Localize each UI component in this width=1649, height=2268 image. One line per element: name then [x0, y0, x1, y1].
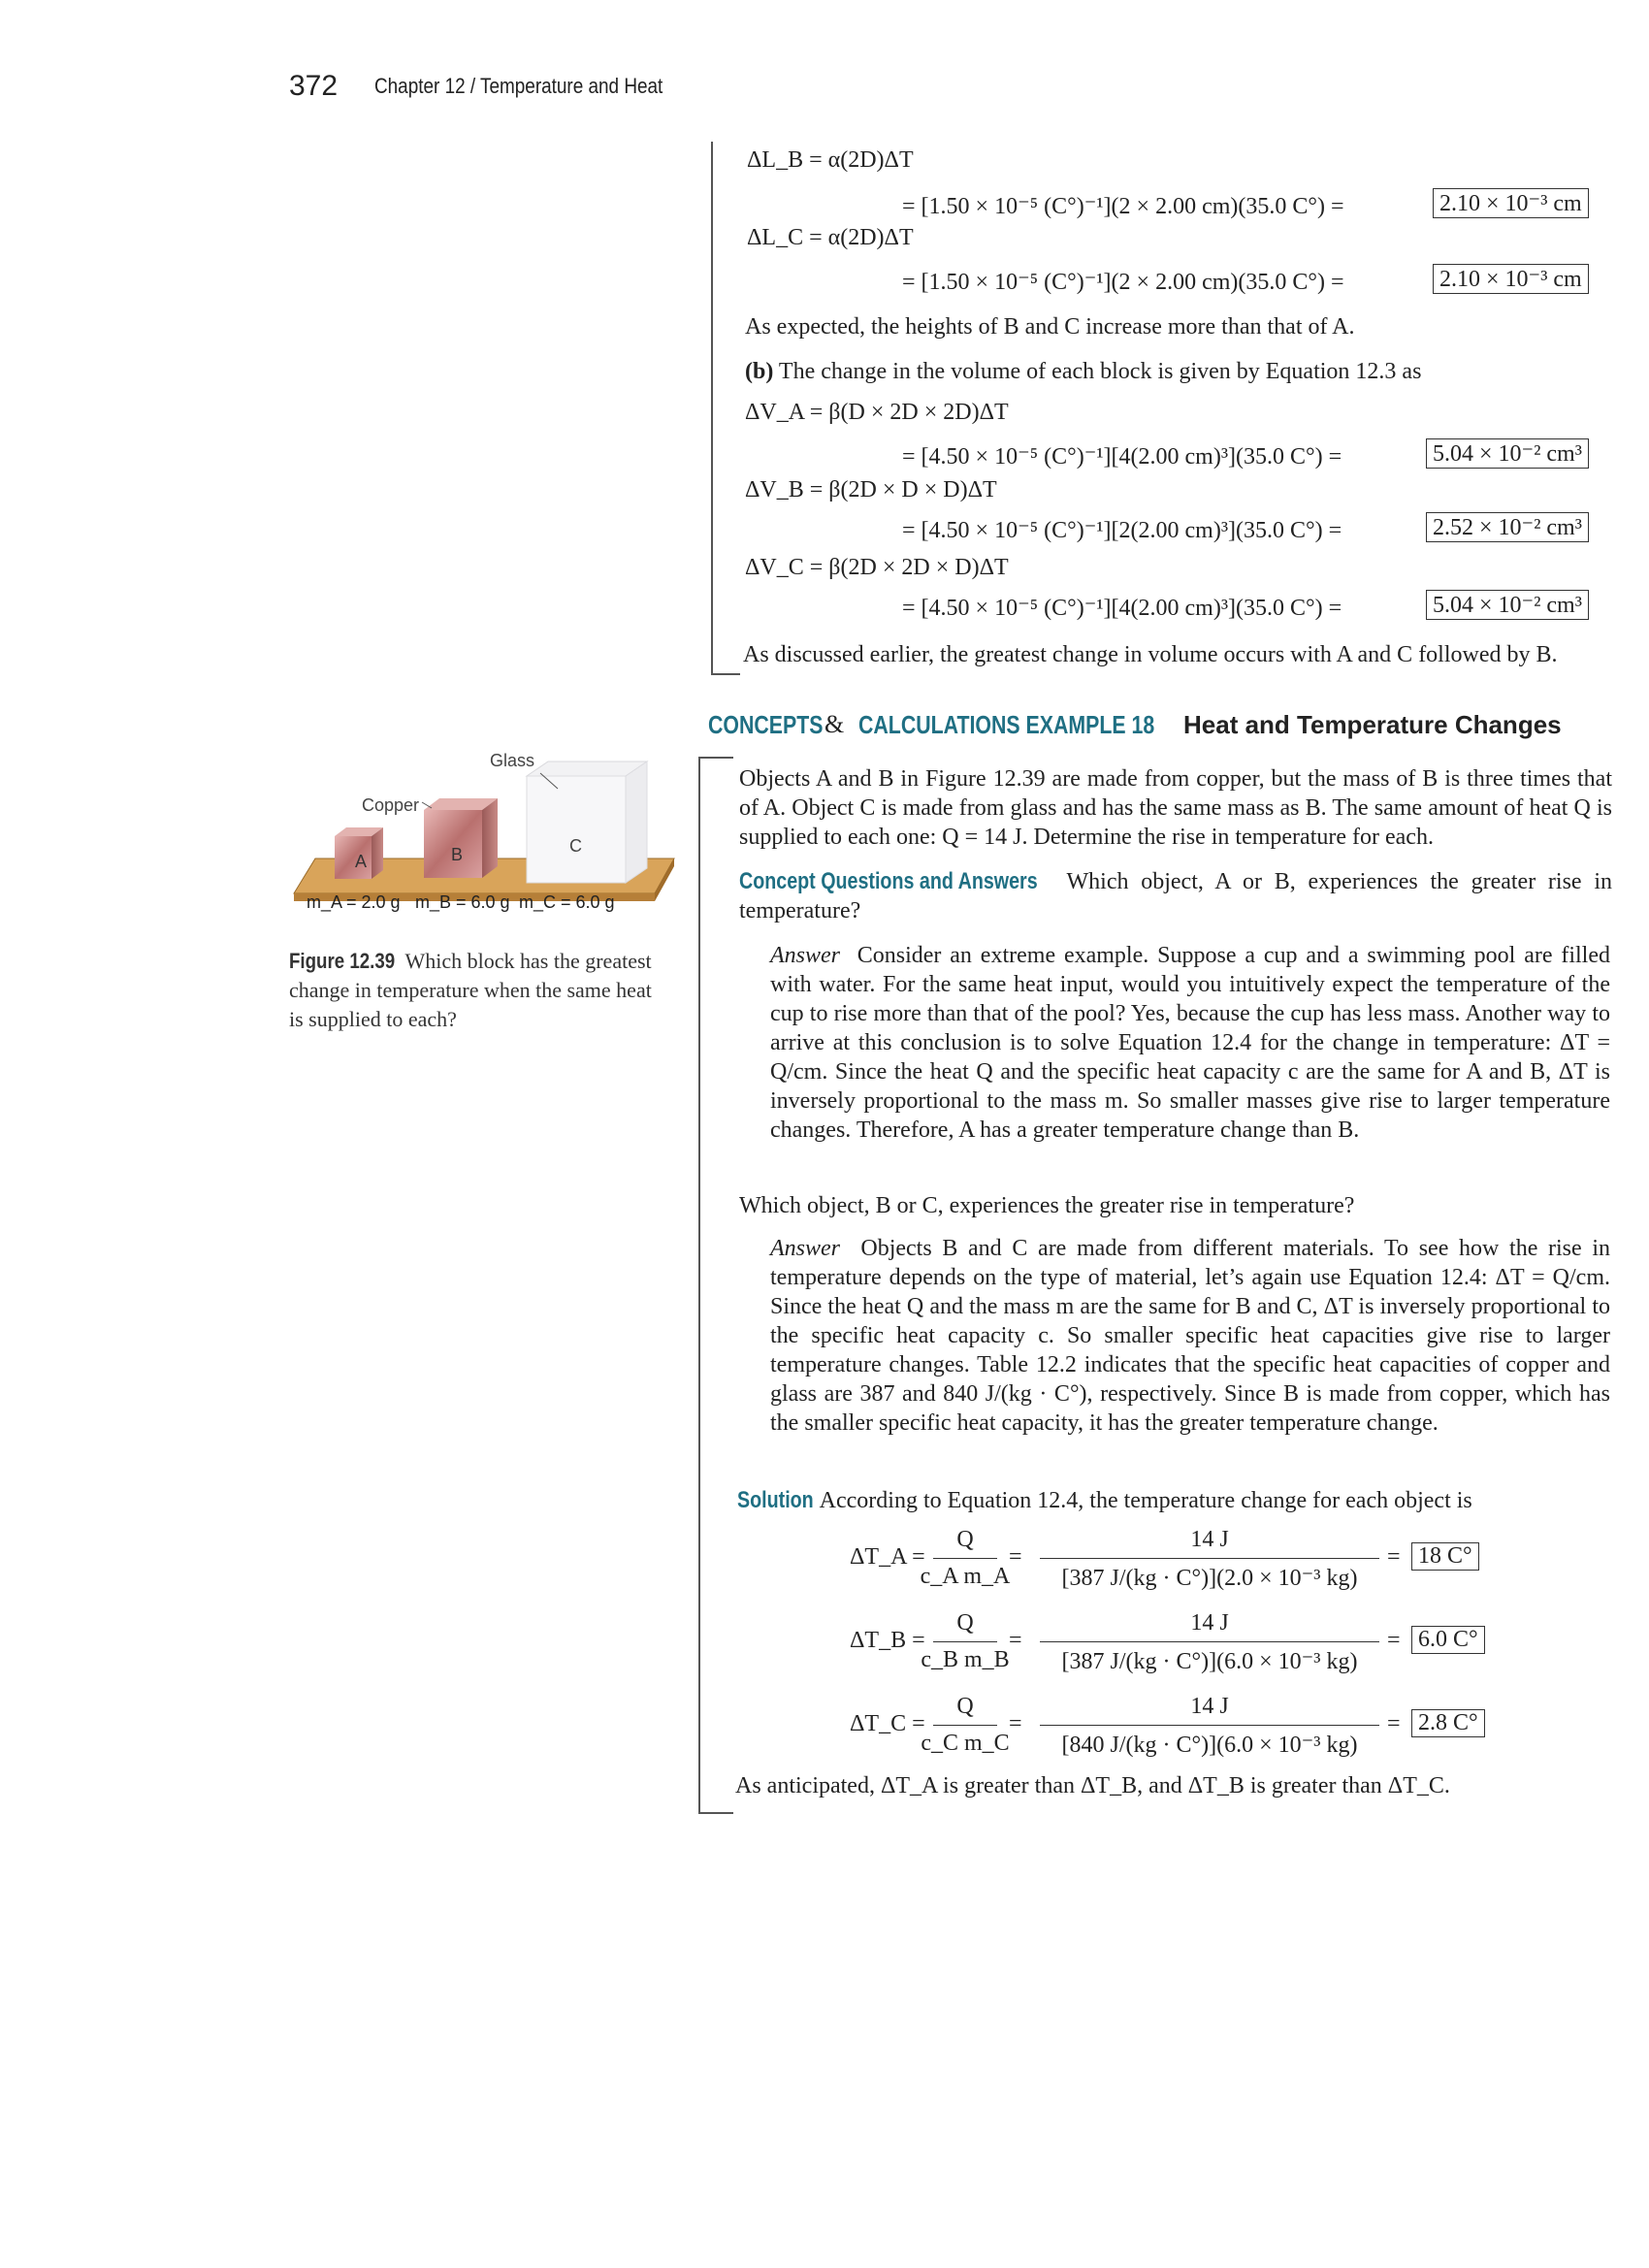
calc-example-label: CALCULATIONS EXAMPLE 18: [858, 710, 1155, 739]
eqC-den1: c_C m_C: [921, 1731, 1010, 1756]
eqB-bar1: [933, 1641, 997, 1642]
part-b-text: The change in the volume of each block is given by Equation 12.3 as: [778, 359, 1422, 384]
solution-line: [737, 1486, 1610, 1515]
eqA-bar1: [933, 1558, 997, 1559]
eqA-den2: [387 J/(kg · C°)](2.0 × 10⁻³ kg): [1061, 1566, 1358, 1591]
glass-label: Glass: [490, 751, 535, 770]
eq-dLB-head: ΔL_B = α(2D)ΔT: [747, 147, 914, 173]
eqA-num2: 14 J: [1190, 1527, 1229, 1552]
example-bar: [698, 757, 700, 1814]
copper-leader: [422, 802, 432, 808]
eqA-num1: Q: [956, 1527, 974, 1552]
mass-c-label: m_C = 6.0 g: [519, 892, 615, 912]
eq-dLB-calc: = [1.50 × 10⁻⁵ (C°)⁻¹](2 × 2.00 cm)(35.0 C°) =: [902, 194, 1344, 219]
answer-2-text: Objects B and C are made from different materials. To see how the rise in temperature depends on the type of material, let’s again use Equation 12.4: ΔT = Q/cm. Since the heat Q and the mass m are the same for B and C, ΔT is inversely proportional to the specific heat capacity c. So smaller specific heat capacities give rise to larger temperature changes. Table 12.2 indicates that the specific heat capacities of copper and glass are 387 and 840 J/(kg · C°), respectively. Since B is made from copper, which has the smaller specific heat capacity, it has the greater temperature change.: [770, 1236, 1611, 1436]
eqB-eq2: =: [1387, 1628, 1401, 1653]
example-title: Heat and Temperature Changes: [1183, 710, 1562, 739]
mass-b-label: m_B = 6.0 g: [415, 892, 510, 912]
eq-dLC-head: ΔL_C = α(2D)ΔT: [747, 225, 914, 250]
example-intro: Objects A and B in Figure 12.39 are made from copper, but the mass of B is three times that of A. Object C is made from glass and has the same mass as B. The same amount of heat Q is supplied to each one: Q = 14 J. Determine the rise in temperature for each.: [739, 766, 1612, 850]
example-bracket-foot: [698, 1812, 733, 1814]
top-block-bar-foot: [711, 673, 740, 675]
eq-dLB-result: 2.10 × 10⁻³ cm: [1433, 188, 1589, 218]
eq-dVC-result: 5.04 × 10⁻² cm³: [1426, 590, 1589, 620]
concept-q1: [739, 867, 1612, 925]
ampersand: &: [824, 710, 845, 738]
discussed-text: As discussed earlier, the greatest change in volume occurs with A and C followed by B.: [743, 642, 1558, 667]
glass-front: [527, 776, 626, 883]
eqB-den2: [387 J/(kg · C°)](6.0 × 10⁻³ kg): [1061, 1649, 1358, 1674]
glass-side: [626, 761, 647, 883]
eq-dVB-calc: = [4.50 × 10⁻⁵ (C°)⁻¹][2(2.00 cm)³](35.0 C°) =: [902, 518, 1342, 543]
eqA-bar2: [1040, 1558, 1379, 1559]
answer-2: [770, 1234, 1610, 1438]
block-c-label: C: [569, 836, 582, 856]
eq-dLC-result: 2.10 × 10⁻³ cm: [1433, 264, 1589, 294]
eqB-bar2: [1040, 1641, 1379, 1642]
eqC-result: 2.8 C°: [1411, 1709, 1485, 1737]
concepts-label: CONCEPTS: [708, 710, 824, 739]
figure-caption-text: Which block has the greatest change in temperature when the same heat is supplied to each?: [289, 949, 652, 1031]
eq-dVB-result: 2.52 × 10⁻² cm³: [1426, 512, 1589, 542]
eqB-result: 6.0 C°: [1411, 1626, 1485, 1654]
example-bracket-top: [698, 757, 733, 759]
eq-dVB-head: ΔV_B = β(2D × D × D)ΔT: [745, 477, 997, 502]
chapter-title: Chapter 12 / Temperature and Heat: [374, 74, 663, 98]
eqC-num2: 14 J: [1190, 1694, 1229, 1719]
copper-b-front: [424, 810, 482, 878]
block-b-label: B: [451, 845, 464, 864]
eq-dVA-head: ΔV_A = β(D × 2D × 2D)ΔT: [745, 400, 1009, 425]
eq-dLC-calc: = [1.50 × 10⁻⁵ (C°)⁻¹](2 × 2.00 cm)(35.0 C°) =: [902, 270, 1344, 295]
eqA-eq2: =: [1387, 1544, 1401, 1570]
eq-dVC-head: ΔV_C = β(2D × 2D × D)ΔT: [745, 555, 1009, 580]
eqA-lhs: ΔT_A =: [850, 1544, 925, 1570]
answer-1-text: Consider an extreme example. Suppose a cup and a swimming pool are filled with water. For the same heat input, would you intuitively expect the temperature of the cup to rise more than that of the pool? Yes, because the cup has less mass. Another way to arrive at this conclusion is to solve Equation 12.4 for the change in temperature: ΔT = Q/cm. Since the heat Q and the specific heat capacity c are the same for A and B, ΔT is inversely proportional to the mass m. So smaller masses give rise to larger temperature changes. Therefore, A has a greater temperature change than B.: [770, 943, 1611, 1143]
eqC-bar2: [1040, 1725, 1379, 1726]
eqC-lhs: ΔT_C =: [850, 1711, 925, 1736]
eqB-eq1: =: [1009, 1628, 1022, 1653]
answer-1: [770, 941, 1610, 1145]
figure-caption-label: Figure 12.39: [289, 949, 396, 973]
solution-text: According to Equation 12.4, the temperature change for each object is: [819, 1488, 1472, 1513]
solution-label: Solution: [737, 1487, 814, 1513]
cq-label: Concept Questions and Answers: [739, 868, 1038, 894]
eqC-den2: [840 J/(kg · C°)](6.0 × 10⁻³ kg): [1061, 1733, 1358, 1758]
block-a-label: A: [355, 852, 368, 871]
eqA-eq1: =: [1009, 1544, 1022, 1570]
part-b-line: [745, 357, 1421, 386]
copper-label: Copper: [362, 795, 420, 815]
mass-a-label: m_A = 2.0 g: [307, 892, 401, 912]
eqB-lhs: ΔT_B =: [850, 1628, 925, 1653]
top-block-bar: [711, 142, 713, 673]
eqB-num2: 14 J: [1190, 1610, 1229, 1636]
q1-text: Which object, A or B, experiences the greater rise in temperature?: [739, 869, 1612, 923]
eq-dVA-calc: = [4.50 × 10⁻⁵ (C°)⁻¹][4(2.00 cm)³](35.0 C°) =: [902, 444, 1342, 470]
eqC-eq2: =: [1387, 1711, 1401, 1736]
eqC-eq1: =: [1009, 1711, 1022, 1736]
eqB-den1: c_B m_B: [921, 1647, 1010, 1672]
eq-dVC-calc: = [4.50 × 10⁻⁵ (C°)⁻¹][4(2.00 cm)³](35.0 C°) =: [902, 596, 1342, 621]
eq-dVA-result: 5.04 × 10⁻² cm³: [1426, 438, 1589, 469]
page-number: 372: [289, 70, 339, 102]
part-b-label: (b): [745, 359, 774, 384]
concept-q2: Which object, B or C, experiences the greater rise in temperature?: [739, 1193, 1355, 1218]
eqC-bar1: [933, 1725, 997, 1726]
copper-a-side: [372, 827, 383, 879]
eqA-den1: c_A m_A: [920, 1564, 1011, 1589]
copper-b-side: [482, 798, 498, 878]
eqB-num1: Q: [956, 1610, 974, 1636]
figure-caption: [289, 947, 658, 1034]
anticipated-text: As anticipated, ΔT_A is greater than ΔT_B, and ΔT_B is greater than ΔT_C.: [735, 1773, 1450, 1798]
expected-text: As expected, the heights of B and C increase more than that of A.: [745, 314, 1355, 340]
eqA-result: 18 C°: [1411, 1542, 1479, 1571]
eqC-num1: Q: [956, 1694, 974, 1719]
answer-1-label: Answer: [770, 943, 840, 968]
answer-2-label: Answer: [770, 1236, 840, 1261]
